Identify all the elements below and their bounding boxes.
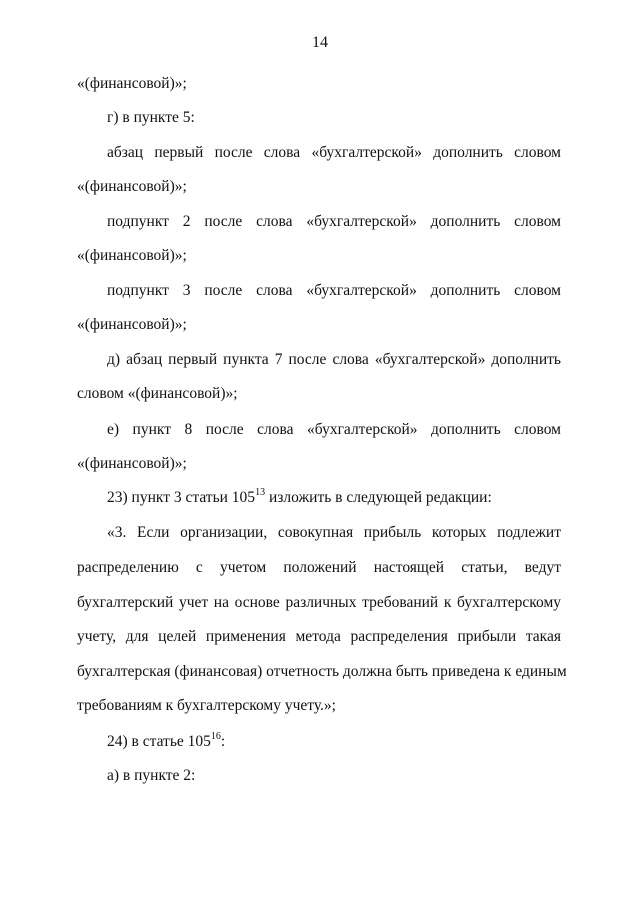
text-line: «(финансовой)»; — [77, 247, 187, 264]
text-line: подпункт 3 после слова «бухгалтерской» дополнить словом — [107, 282, 561, 299]
text-line: распределению с учетом положений настоящей статьи, ведут — [77, 559, 561, 576]
page-number: 14 — [312, 34, 328, 51]
text-line: бухгалтерская (финансовая) отчетность должна быть приведена к единым — [77, 663, 567, 680]
text-line: д) абзац первый пункта 7 после слова «бухгалтерской» дополнить — [107, 351, 561, 368]
text-line: а) в пункте 2: — [107, 767, 196, 784]
text-span: изложить в следующей редакции: — [265, 489, 492, 506]
superscript: 16 — [210, 730, 221, 742]
text-line: требованиям к бухгалтерскому учету.»; — [77, 697, 336, 714]
text-line: бухгалтерский учет на основе различных требований к бухгалтерскому — [77, 594, 561, 611]
text-line — [107, 732, 561, 752]
text-line: «3. Если организации, совокупная прибыль которых подлежит — [107, 524, 561, 541]
text-line: учету, для целей применения метода распределения прибыли такая — [77, 628, 561, 645]
text-span: 23) пункт 3 статьи 105 — [107, 489, 256, 506]
text-line: г) в пункте 5: — [107, 109, 195, 126]
text-span: : — [220, 733, 226, 750]
text-line: абзац первый после слова «бухгалтерской» дополнить словом — [107, 144, 561, 161]
text-line: словом «(финансовой)»; — [77, 385, 238, 402]
text-line — [107, 488, 561, 508]
text-line: «(финансовой)»; — [77, 316, 187, 333]
text-line: «(финансовой)»; — [77, 75, 187, 92]
superscript: 13 — [255, 486, 266, 498]
text-line: «(финансовой)»; — [77, 455, 187, 472]
text-span: 24) в статье 105 — [107, 733, 211, 750]
text-line: е) пункт 8 после слова «бухгалтерской» дополнить словом — [107, 421, 561, 438]
text-line: подпункт 2 после слова «бухгалтерской» дополнить словом — [107, 213, 561, 230]
text-line: «(финансовой)»; — [77, 178, 187, 195]
